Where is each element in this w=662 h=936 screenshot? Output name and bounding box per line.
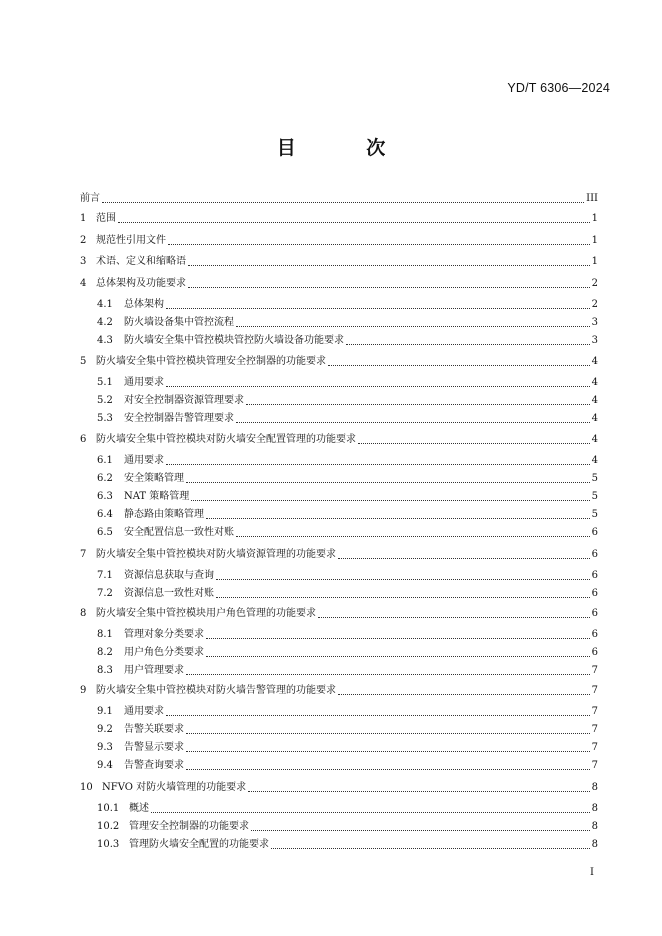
toc-entry-page: 6: [591, 608, 598, 619]
page-number: I: [590, 867, 594, 878]
toc-entry-number: 10.3: [97, 839, 120, 850]
toc-entry[interactable]: [97, 488, 598, 504]
toc-leader-dots: [251, 829, 590, 831]
toc-entry-page: 7: [591, 742, 598, 753]
toc-leader-dots: [166, 463, 590, 465]
toc-entry[interactable]: [80, 779, 598, 795]
toc-entry-label: 总体架构及功能要求: [96, 278, 186, 289]
toc-entry[interactable]: [97, 585, 598, 601]
toc-entry-number: 6: [80, 434, 87, 445]
toc-entry-label: 用户管理要求: [124, 665, 184, 676]
toc-entry-label: 概述: [129, 803, 149, 814]
toc-entry-label: 告警查询要求: [124, 760, 184, 771]
page-title: 目 次: [276, 137, 418, 159]
toc-leader-dots: [188, 264, 590, 266]
toc-entry-label: 用户角色分类要求: [124, 647, 204, 658]
toc-entry-page: 7: [591, 760, 598, 771]
toc-entry-number: 6.2: [97, 473, 113, 484]
toc-leader-dots: [206, 655, 590, 657]
toc-entry-page: 5: [591, 473, 598, 484]
toc-entry[interactable]: [97, 332, 598, 348]
toc-entry-label: 防火墙安全集中管控模块管控防火墙设备功能要求: [124, 335, 344, 346]
toc-entry-number: 9.1: [97, 706, 113, 717]
toc-entry-page: 4: [591, 413, 598, 424]
toc-entry[interactable]: [80, 210, 598, 226]
toc-entry-label: 管理对象分类要求: [124, 629, 204, 640]
toc-entry-page: 3: [591, 317, 598, 328]
toc-entry-label: NAT 策略管理: [124, 491, 190, 502]
toc-entry-page: 4: [591, 356, 598, 367]
toc-entry-page: 7: [591, 706, 598, 717]
toc-entry-label: 管理防火墙安全配置的功能要求: [129, 839, 269, 850]
toc-entry-number: 6.4: [97, 509, 113, 520]
toc-leader-dots: [248, 790, 590, 792]
toc-entry[interactable]: [97, 721, 598, 737]
toc-entry-label: 防火墙设备集中管控流程: [124, 317, 234, 328]
toc-leader-dots: [166, 385, 590, 387]
toc-leader-dots: [186, 732, 590, 734]
toc-leader-dots: [186, 750, 590, 752]
toc-leader-dots: [186, 673, 590, 675]
toc-entry[interactable]: [97, 626, 598, 642]
toc-entry-page: 6: [591, 549, 598, 560]
toc-leader-dots: [151, 811, 590, 813]
toc-leader-dots: [168, 243, 590, 245]
toc-entry[interactable]: [97, 644, 598, 660]
toc-entry-number: 3: [80, 256, 87, 267]
toc-entry[interactable]: [97, 452, 598, 468]
toc-entry-number: 8.3: [97, 665, 113, 676]
toc-entry[interactable]: [97, 662, 598, 678]
toc-leader-dots: [206, 517, 590, 519]
toc-entry-number: 9.4: [97, 760, 113, 771]
toc-entry-number: 10.1: [97, 803, 120, 814]
toc-entry[interactable]: [80, 353, 598, 369]
toc-entry-label: 对安全控制器资源管理要求: [124, 395, 244, 406]
toc-entry-label: 范围: [96, 213, 116, 224]
toc-entry[interactable]: [80, 546, 598, 562]
toc-entry-page: 7: [591, 724, 598, 735]
toc-entry-page: 4: [591, 434, 598, 445]
toc-leader-dots: [318, 616, 590, 618]
toc-entry-page: 6: [591, 629, 598, 640]
toc-entry[interactable]: [97, 506, 598, 522]
toc-entry[interactable]: [80, 682, 598, 698]
toc-entry-page: 7: [591, 665, 598, 676]
toc-entry[interactable]: [97, 410, 598, 426]
toc-entry-label: 防火墙安全集中管控模块对防火墙安全配置管理的功能要求: [96, 434, 356, 445]
toc-entry[interactable]: [80, 431, 598, 447]
toc-entry[interactable]: [97, 392, 598, 408]
toc-entry[interactable]: [97, 567, 598, 583]
toc-entry-page: 6: [591, 570, 598, 581]
toc-entry-number: 4.2: [97, 317, 113, 328]
toc-leader-dots: [271, 847, 590, 849]
toc-entry-label: 防火墙安全集中管控模块用户角色管理的功能要求: [96, 608, 316, 619]
toc-leader-dots: [102, 201, 584, 203]
toc-entry-label: 防火墙安全集中管控模块管理安全控制器的功能要求: [96, 356, 326, 367]
toc-leader-dots: [338, 557, 590, 559]
toc-leader-dots: [188, 286, 590, 288]
toc-leader-dots: [206, 637, 590, 639]
toc-entry-label: 防火墙安全集中管控模块对防火墙资源管理的功能要求: [96, 549, 336, 560]
toc-entry-page: III: [586, 193, 598, 204]
toc-entry-page: 8: [591, 782, 598, 793]
toc-entry-number: 6.3: [97, 491, 113, 502]
toc-entry-label: 管理安全控制器的功能要求: [129, 821, 249, 832]
toc-entry[interactable]: [97, 800, 598, 816]
toc-leader-dots: [236, 421, 590, 423]
toc-entry-number: 8.2: [97, 647, 113, 658]
toc-entry-number: 9.2: [97, 724, 113, 735]
toc-entry-page: 1: [591, 235, 598, 246]
toc-leader-dots: [166, 307, 590, 309]
toc-entry[interactable]: [97, 836, 598, 852]
toc-entry-number: 10.2: [97, 821, 120, 832]
toc-entry-label: 资源信息获取与查询: [124, 570, 214, 581]
toc-entry-label: 告警关联要求: [124, 724, 184, 735]
toc-entry-number: 2: [80, 235, 87, 246]
toc-entry-page: 8: [591, 839, 598, 850]
toc-entry[interactable]: [97, 470, 598, 486]
toc-entry[interactable]: [97, 739, 598, 755]
toc-entry-page: 5: [591, 491, 598, 502]
toc-entry-number: 5.2: [97, 395, 113, 406]
toc-leader-dots: [338, 693, 590, 695]
toc-entry-number: 7: [80, 549, 87, 560]
toc-entry-number: 5.1: [97, 377, 113, 388]
toc-entry[interactable]: [80, 275, 598, 291]
toc-entry-page: 4: [591, 377, 598, 388]
toc-leader-dots: [236, 325, 590, 327]
toc-entry-number: 4.3: [97, 335, 113, 346]
toc-leader-dots: [216, 578, 590, 580]
toc-entry-page: 1: [591, 256, 598, 267]
toc-entry-page: 2: [591, 278, 598, 289]
toc-entry[interactable]: [97, 374, 598, 390]
toc-entry[interactable]: [80, 253, 598, 269]
toc-entry[interactable]: [97, 296, 598, 312]
toc-entry-label: 资源信息一致性对账: [124, 588, 214, 599]
toc-entry-page: 6: [591, 527, 598, 538]
toc-entry-number: 9: [80, 685, 87, 696]
toc-entry[interactable]: [80, 605, 598, 621]
toc-leader-dots: [216, 596, 590, 598]
toc-leader-dots: [246, 403, 590, 405]
toc-entry-page: 8: [591, 821, 598, 832]
toc-entry-number: 8: [80, 608, 87, 619]
toc-entry-page: 6: [591, 588, 598, 599]
toc-leader-dots: [358, 442, 590, 444]
toc-entry-number: 4.1: [97, 299, 113, 310]
toc-entry-label: 规范性引用文件: [96, 235, 166, 246]
toc-entry-number: 6.5: [97, 527, 113, 538]
toc-leader-dots: [236, 535, 590, 537]
toc-entry-label: 通用要求: [124, 377, 164, 388]
toc-entry-number: 6.1: [97, 455, 113, 466]
toc-entry[interactable]: [80, 190, 598, 206]
toc-entry-page: 8: [591, 803, 598, 814]
toc-entry-number: 7.2: [97, 588, 113, 599]
toc-entry-label: 术语、定义和缩略语: [96, 256, 186, 267]
toc-entry-number: 7.1: [97, 570, 113, 581]
toc-entry-page: 3: [591, 335, 598, 346]
toc-entry-page: 2: [591, 299, 598, 310]
toc-leader-dots: [191, 499, 589, 501]
toc-entry-page: 7: [591, 685, 598, 696]
toc-entry[interactable]: [97, 703, 598, 719]
toc-entry-label: NFVO 对防火墙管理的功能要求: [102, 782, 247, 793]
toc-entry-label: 前言: [80, 193, 100, 204]
toc-entry-label: 总体架构: [124, 299, 164, 310]
toc-leader-dots: [346, 343, 590, 345]
toc-entry-label: 防火墙安全集中管控模块对防火墙告警管理的功能要求: [96, 685, 336, 696]
toc-entry-page: 1: [591, 213, 598, 224]
toc-entry-label: 静态路由策略管理: [124, 509, 204, 520]
toc-entry-page: 6: [591, 647, 598, 658]
toc-entry-label: 告警显示要求: [124, 742, 184, 753]
toc-entry-page: 4: [591, 395, 598, 406]
toc-entry[interactable]: [80, 232, 598, 248]
toc-entry-number: 10: [80, 782, 93, 793]
standard-id-header: YD/T 6306—2024: [507, 81, 610, 95]
toc-leader-dots: [186, 768, 590, 770]
toc-leader-dots: [118, 221, 590, 223]
toc-leader-dots: [166, 714, 590, 716]
toc-entry[interactable]: [97, 818, 598, 834]
toc-entry[interactable]: [97, 314, 598, 330]
toc-entry-number: 8.1: [97, 629, 113, 640]
toc-entry-page: 5: [591, 509, 598, 520]
toc-entry-number: 5.3: [97, 413, 113, 424]
toc-leader-dots: [328, 364, 590, 366]
toc-entry-number: 4: [80, 278, 87, 289]
toc-entry-label: 安全策略管理: [124, 473, 184, 484]
toc-leader-dots: [186, 481, 590, 483]
toc-entry-page: 4: [591, 455, 598, 466]
toc-entry-label: 安全控制器告警管理要求: [124, 413, 234, 424]
toc-entry[interactable]: [97, 757, 598, 773]
toc-entry-number: 5: [80, 356, 87, 367]
toc-entry-label: 通用要求: [124, 455, 164, 466]
toc-entry-number: 9.3: [97, 742, 113, 753]
toc-entry-number: 1: [80, 213, 87, 224]
toc-entry-label: 通用要求: [124, 706, 164, 717]
toc-entry[interactable]: [97, 524, 598, 540]
toc-entry-label: 安全配置信息一致性对账: [124, 527, 234, 538]
